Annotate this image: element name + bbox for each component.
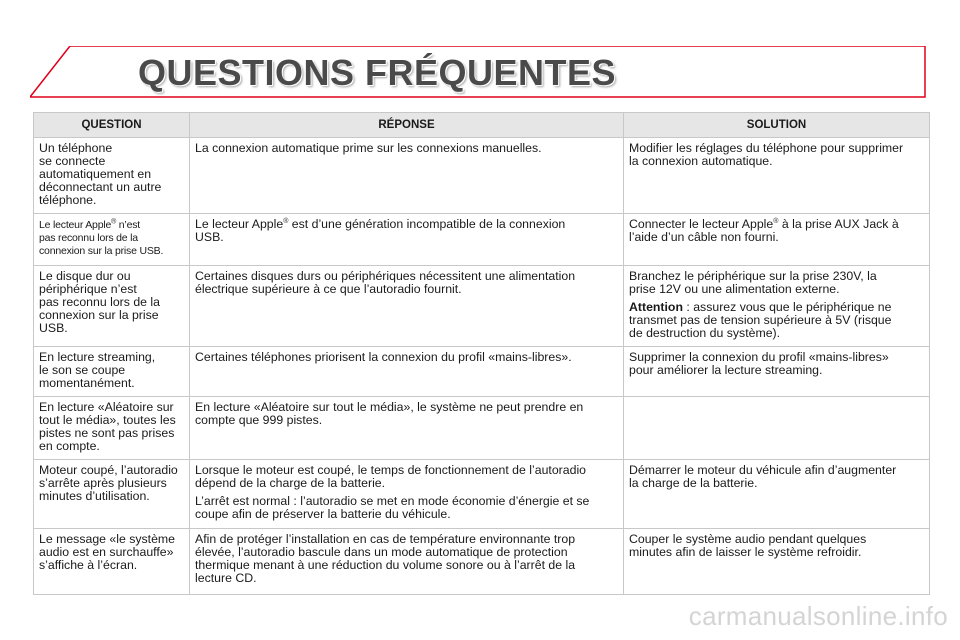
question-text: Le disque dur ou périphérique n’est pas reconnu lors de la connexion sur la prise USB. bbox=[39, 269, 160, 335]
table-header-row bbox=[34, 113, 930, 138]
answer-cell bbox=[190, 138, 624, 214]
question-cell bbox=[34, 397, 190, 460]
answer-text: Afin de protéger l’installation en cas de température environnante trop élevée, l’autoradio bascule dans un mode automatique de protection thermique menant à une réduction du volume sonore ou à l’arrêt de la lecture CD. bbox=[195, 532, 576, 585]
solution-cell bbox=[624, 529, 930, 595]
solution-cell bbox=[624, 397, 930, 460]
column-header-reponse: RÉPONSE bbox=[190, 113, 624, 138]
table-row bbox=[34, 529, 930, 595]
solution-cell bbox=[624, 460, 930, 529]
answer-text: Certaines téléphones priorisent la connexion du profil «mains-libres». bbox=[195, 350, 572, 364]
question-text: Le lecteur Apple® n’est pas reconnu lors de la connexion sur la prise USB. bbox=[39, 218, 164, 257]
answer-cell bbox=[190, 347, 624, 397]
answer-cell bbox=[190, 460, 624, 529]
table-row bbox=[34, 138, 930, 214]
answer-note: L’arrêt est normal : l’autoradio se met en mode économie d’énergie et se coupe afin de préserver la batterie du véhicule. bbox=[195, 494, 590, 521]
table-row bbox=[34, 266, 930, 347]
answer-cell bbox=[190, 266, 624, 347]
solution-text: Modifier les réglages du téléphone pour supprimer la connexion automatique. bbox=[629, 141, 904, 168]
question-text: Moteur coupé, l’autoradio s’arrête après plusieurs minutes d’utilisation. bbox=[39, 463, 178, 503]
solution-cell bbox=[624, 266, 930, 347]
answer-text: Certaines disques durs ou périphériques nécessitent une alimentation électrique supérieure à ce que l’autoradio fournit. bbox=[195, 269, 576, 296]
question-cell bbox=[34, 266, 190, 347]
question-cell bbox=[34, 214, 190, 266]
solution-text: Branchez le périphérique sur la prise 230V, la prise 12V ou une alimentation externe. bbox=[629, 269, 877, 296]
question-text: Un téléphone se connecte automatiquement en déconnectant un autre téléphone. bbox=[39, 141, 162, 207]
solution-text: Couper le système audio pendant quelques minutes afin de laisser le système refroidir. bbox=[629, 532, 867, 559]
question-cell bbox=[34, 347, 190, 397]
solution-cell bbox=[624, 347, 930, 397]
answer-cell bbox=[190, 214, 624, 266]
question-text: En lecture «Aléatoire sur tout le média», toutes les pistes ne sont pas prises en compte. bbox=[39, 400, 176, 453]
table-row bbox=[34, 347, 930, 397]
solution-cell bbox=[624, 138, 930, 214]
answer-text: Le lecteur Apple® est d’une génération incompatible de la connexion USB. bbox=[195, 217, 566, 244]
warning-label: Attention bbox=[629, 300, 683, 314]
question-text: Le message «le système audio est en surchauffe» s’affiche à l’écran. bbox=[39, 532, 176, 572]
answer-text: Lorsque le moteur est coupé, le temps de fonctionnement de l’autoradio dépend de la charge de la batterie. bbox=[195, 463, 587, 490]
answer-text: En lecture «Aléatoire sur tout le média», le système ne peut prendre en compte que 999 pistes. bbox=[195, 400, 584, 427]
table-row bbox=[34, 397, 930, 460]
question-text: En lecture streaming, le son se coupe momentanément. bbox=[39, 350, 156, 390]
answer-cell bbox=[190, 529, 624, 595]
page-title: QUESTIONS FRÉQUENTES bbox=[138, 52, 617, 93]
faq-table bbox=[33, 112, 930, 595]
question-cell bbox=[34, 460, 190, 529]
solution-warning: Attention : assurez vous que le périphérique ne transmet pas de tension supérieure à 5V (risque de destruction du système). bbox=[629, 300, 892, 340]
solution-text: Supprimer la connexion du profil «mains-libres» pour améliorer la lecture streaming. bbox=[629, 350, 889, 377]
table-row bbox=[34, 460, 930, 529]
question-cell bbox=[34, 138, 190, 214]
column-header-solution: SOLUTION bbox=[624, 113, 930, 138]
column-header-question: QUESTION bbox=[34, 113, 190, 138]
answer-cell bbox=[190, 397, 624, 460]
solution-text: Démarrer le moteur du véhicule afin d’augmenter la charge de la batterie. bbox=[629, 463, 897, 490]
answer-text: La connexion automatique prime sur les connexions manuelles. bbox=[195, 141, 542, 155]
solution-text: Connecter le lecteur Apple® à la prise AUX Jack à l’aide d’un câble non fourni. bbox=[629, 217, 899, 244]
watermark: carmanualsonline.info bbox=[688, 601, 948, 631]
question-cell bbox=[34, 529, 190, 595]
table-row bbox=[34, 214, 930, 266]
solution-cell bbox=[624, 214, 930, 266]
